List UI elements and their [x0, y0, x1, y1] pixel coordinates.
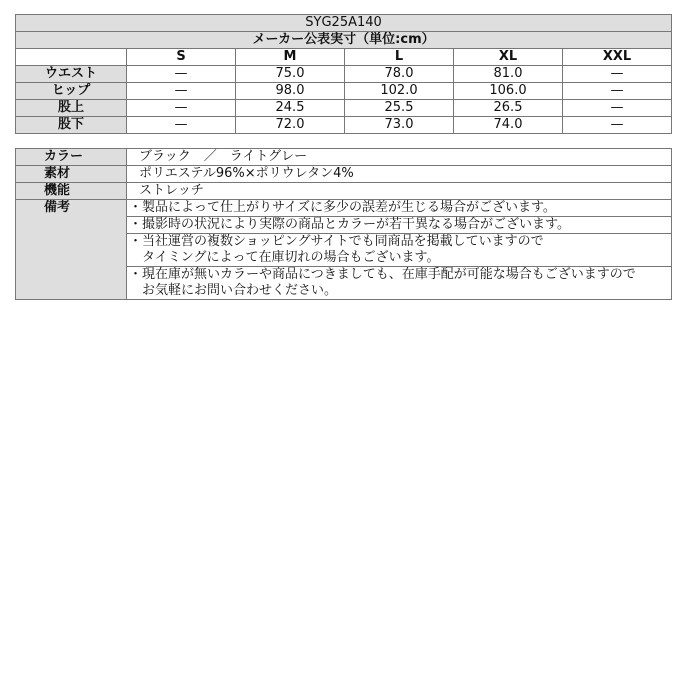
note-item: [127, 200, 672, 217]
note-line: お気軽にお問い合わせください。: [129, 283, 338, 298]
size-header-s: S: [127, 49, 236, 66]
note-item: [127, 234, 672, 267]
note-line: ・現在庫が無いカラーや商品につきましても、在庫手配が可能な場合もございますので: [129, 267, 636, 282]
size-cell: 72.0: [236, 117, 345, 134]
note-item: [127, 267, 672, 300]
size-cell: —: [127, 100, 236, 117]
function-value: ストレッチ: [127, 183, 672, 200]
info-row-function: [16, 183, 672, 200]
size-row-inseam: [16, 117, 672, 134]
size-header-xxl: XXL: [563, 49, 672, 66]
size-cell: —: [563, 83, 672, 100]
size-cell: 81.0: [454, 66, 563, 83]
size-cell: 106.0: [454, 83, 563, 100]
size-cell: 25.5: [345, 100, 454, 117]
size-cell: 75.0: [236, 66, 345, 83]
size-row-waist: [16, 66, 672, 83]
material-label: 素材: [16, 166, 127, 183]
row-label: 股上: [16, 100, 127, 117]
note-line: ・当社運営の複数ショッピングサイトでも同商品を掲載していますので: [129, 234, 544, 249]
row-label: ヒップ: [16, 83, 127, 100]
note-line: ・製品によって仕上がりサイズに多少の誤差が生じる場合がございます。: [129, 200, 556, 215]
size-cell: —: [563, 100, 672, 117]
note-line: ・撮影時の状況により実際の商品とカラーが若干異なる場合がございます。: [129, 217, 570, 232]
row-label: ウエスト: [16, 66, 127, 83]
size-table-subtitle: メーカー公表実寸（単位:cm）: [16, 32, 672, 49]
row-label: 股下: [16, 117, 127, 134]
size-cell: 78.0: [345, 66, 454, 83]
product-info-table: [15, 148, 672, 300]
size-row-rise: [16, 100, 672, 117]
size-cell: —: [563, 117, 672, 134]
size-header-l: L: [345, 49, 454, 66]
material-value: ポリエステル96%×ポリウレタン4%: [127, 166, 672, 183]
size-cell: —: [127, 117, 236, 134]
info-row-notes-1: [16, 200, 672, 217]
note-item: [127, 217, 672, 234]
notes-label: 備考: [16, 200, 127, 300]
info-row-material: [16, 166, 672, 183]
size-row-hip: [16, 83, 672, 100]
size-header-xl: XL: [454, 49, 563, 66]
function-label: 機能: [16, 183, 127, 200]
note-line: タイミングによって在庫切れの場合もございます。: [129, 250, 440, 265]
size-cell: 24.5: [236, 100, 345, 117]
size-cell: 98.0: [236, 83, 345, 100]
size-cell: 102.0: [345, 83, 454, 100]
size-cell: —: [127, 83, 236, 100]
size-header-m: M: [236, 49, 345, 66]
color-label: カラー: [16, 149, 127, 166]
product-code: SYG25A140: [16, 15, 672, 32]
size-cell: 73.0: [345, 117, 454, 134]
size-header-row: [16, 49, 672, 66]
color-value: ブラック ／ ライトグレー: [127, 149, 672, 166]
size-cell: 74.0: [454, 117, 563, 134]
size-cell: —: [563, 66, 672, 83]
size-table: [15, 14, 672, 134]
info-row-color: [16, 149, 672, 166]
size-cell: —: [127, 66, 236, 83]
size-header-corner: [16, 49, 127, 66]
size-cell: 26.5: [454, 100, 563, 117]
